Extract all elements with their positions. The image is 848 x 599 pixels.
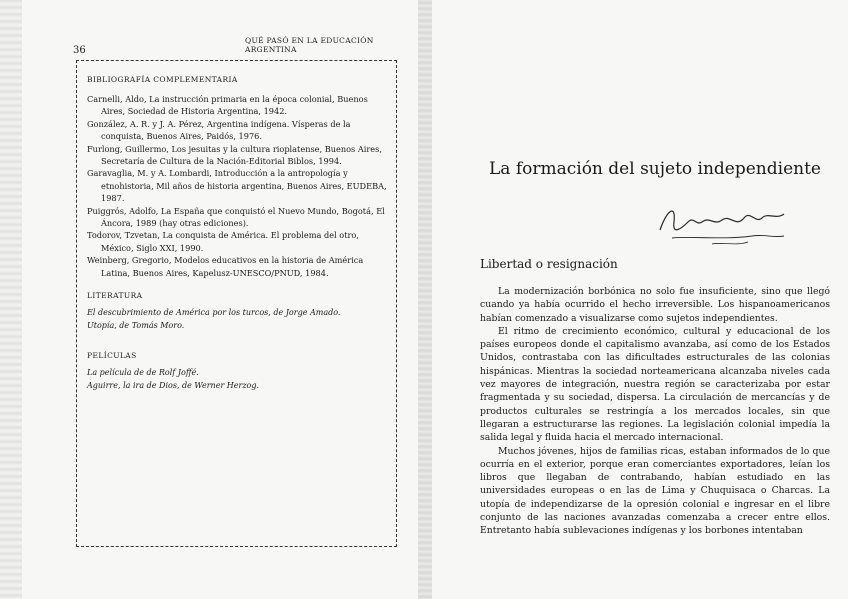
pelicula-item: La película de de Rolf Joffé. [87,368,199,377]
bibliography-entry: González, A. R. y J. A. Pérez, Argentina indígena. Vísperas de la conquista, Buenos Aires, Paidós, 1976. [87,118,351,142]
bibliography-entry: Todorov, Tzvetan, La conquista de América. El problema del otro, México, Siglo XXI, 1990. [87,230,359,253]
literatura-item: El descubrimiento de América por los turcos, de Jorge Amado. [87,308,341,317]
bibliography-entry: Weinberg, Gregorio, Modelos educativos en la historia de América Latina, Buenos Aires, Kapelusz-UNESCO/PNUD, 1984. [87,255,364,278]
body-paragraph: Muchos jóvenes, hijos de familias ricas, estaban informados de lo que ocurría en el exterior, porque eran comerciantes exportadores, leían los libros que llegaban de contrabando, habían estudiado en las universidades europeas o en las de Lima y Chuquisaca o Charcas. La utopía de independizarse de la opresión colonial e ingresar en el libre conjunto de las naciones avanzadas comenzaba a crecer entre ellos. Entretanto había sublevaciones indígenas y los borbones intentaban [480,445,830,537]
running-head: QUÉ PASÓ EN LA EDUCACIÓN ARGENTINA [245,36,374,54]
bibliography-entry: Puiggrós, Adolfo, La España que conquistó el Nuevo Mundo, Bogotá, El Áncora, 1989 (hay otras ediciones). [87,205,385,229]
right-page [424,0,848,599]
literatura-list [87,307,387,332]
peliculas-title: PELÍCULAS [87,351,137,360]
body-text [480,285,830,538]
reading-box [76,60,397,547]
body-paragraph: El ritmo de crecimiento económico, cultural y educacional de los países europeos donde el capitalismo avanzaba, así como de los Estados Unidos, contrastaba con las dificultades estructurales de las colonias hispánicas. Mientras la sociedad norteamericana alcanzaba niveles cada vez mayores de integración, nuestra región se caracterizaba por estar fragmentada y su sociedad, dispersa. La circulación de mercancías y de productos culturales se restringía a los mercados locales, sin que llegaran a estructurarse las regiones. La legislación colonial impedía la salida legal y fluida hacia el mercado internacional. [480,325,830,444]
literatura-title: LITERATURA [87,291,143,300]
signature-image [652,192,792,252]
bibliography-entry: Furlong, Guillermo, Los jesuitas y la cultura rioplatense, Buenos Aires, Secretaría de Cultura de la Nación-Editorial Biblos, 1994. [87,143,382,167]
chapter-title: La formación del sujeto independiente [489,159,821,179]
peliculas-list [87,367,387,392]
bibliography-entry: Carnelli, Aldo, La instrucción primaria en la época colonial, Buenos Aires, Sociedad de Historia Argentina, 1942. [87,94,368,117]
pelicula-item: Aguirre, la ira de Dios, de Werner Herzog. [87,380,260,390]
section-title: Libertad o resignación [480,257,618,271]
page-number: 36 [73,45,86,56]
literatura-item: Utopía, de Tomás Moro. [87,320,185,330]
body-paragraph: La modernización borbónica no solo fue insuficiente, sino que llegó cuando ya había ocurrido el hecho irreversible. Los hispanoamericanos habían comenzado a visualizarse como sujetos independientes. [480,286,830,324]
bibliography-entry: Garavaglia, M. y A. Lombardi, Introducción a la antropología y etnohistoria, Mil años de historia argentina, Buenos Aires, EUDEBA, 1987. [87,168,387,204]
bibliography-title: BIBLIOGRAFÍA COMPLEMENTARIA [87,75,238,84]
bibliography-list [87,93,387,279]
